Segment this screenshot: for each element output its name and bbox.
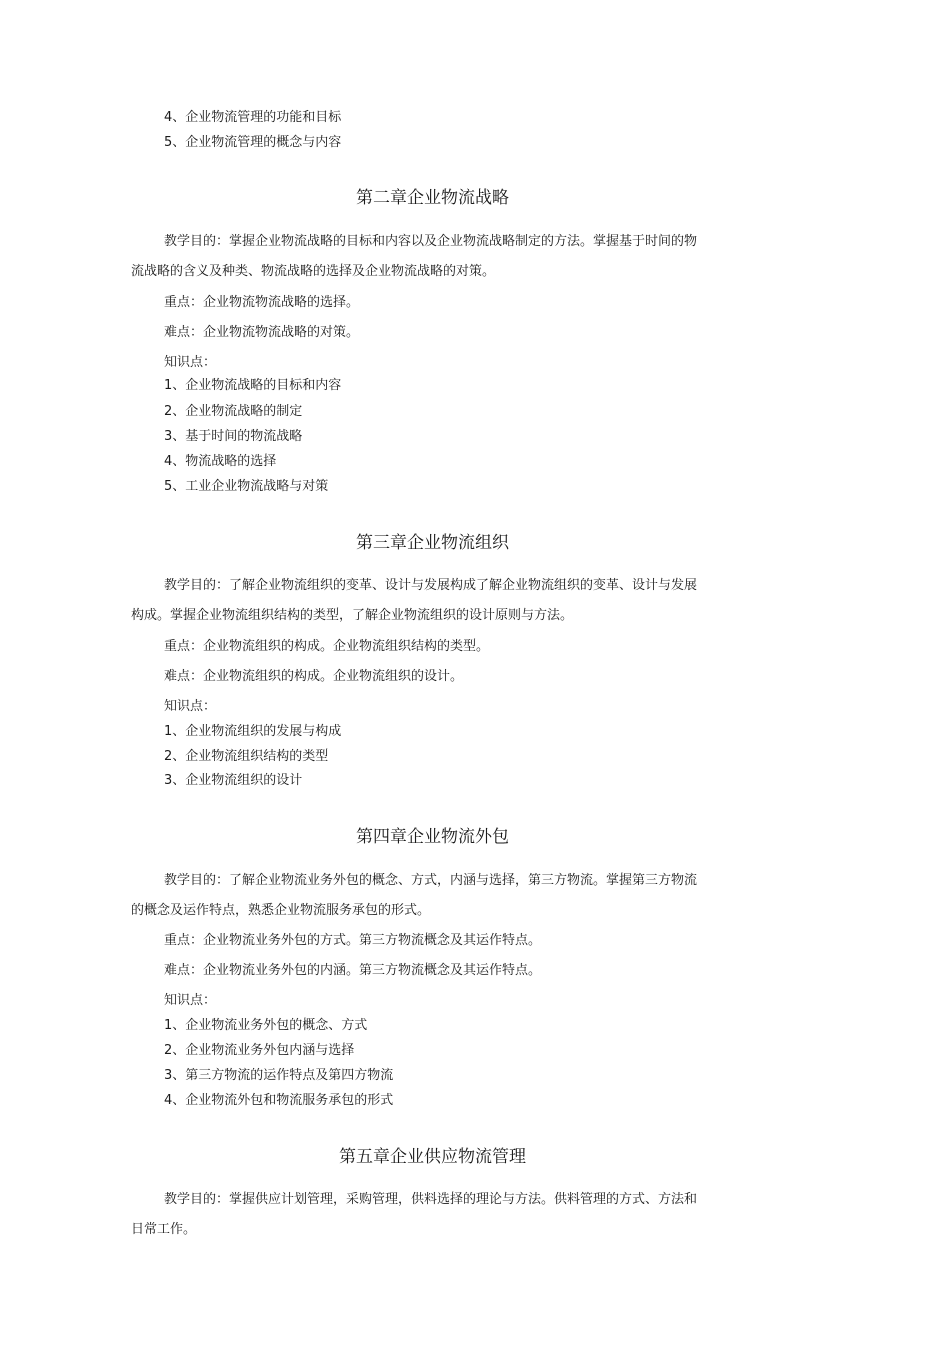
objective-text: 教学目的：掌握企业物流战略的目标和内容以及企业物流战略制定的方法。掌握基于时间的物	[164, 234, 698, 249]
list-item: 1、企业物流组织的发展与构成	[164, 724, 342, 739]
list-item: 1、企业物流业务外包的概念、方式	[164, 1018, 368, 1033]
list-item: 1、企业物流战略的目标和内容	[164, 378, 342, 393]
list-item: 3、企业物流组织的设计	[164, 773, 303, 788]
list-item: 2、企业物流战略的制定	[164, 404, 303, 419]
objective-text: 构成。掌握企业物流组织结构的类型，了解企业物流组织的设计原则与方法。	[131, 608, 574, 623]
chapter-title: 第四章企业物流外包	[356, 827, 509, 847]
chapter-title: 第五章企业供应物流管理	[339, 1147, 526, 1167]
chapter-title: 第三章企业物流组织	[356, 533, 509, 553]
list-item: 5、工业企业物流战略与对策	[164, 479, 329, 494]
chapter-title: 第二章企业物流战略	[356, 188, 509, 208]
objective-text: 流战略的含义及种类、物流战略的选择及企业物流战略的对策。	[131, 264, 496, 279]
list-item: 4、物流战略的选择	[164, 454, 277, 469]
key-point: 重点：企业物流物流战略的选择。	[164, 295, 360, 310]
list-item: 3、第三方物流的运作特点及第四方物流	[164, 1068, 394, 1083]
difficulty: 难点：企业物流物流战略的对策。	[164, 325, 360, 340]
difficulty: 难点：企业物流业务外包的内涵。第三方物流概念及其运作特点。	[164, 963, 542, 978]
objective-text: 教学目的：了解企业物流组织的变革、设计与发展构成了解企业物流组织的变革、设计与发展	[164, 578, 698, 593]
list-item: 5、企业物流管理的概念与内容	[164, 135, 342, 150]
difficulty: 难点：企业物流组织的构成。企业物流组织的设计。	[164, 669, 464, 684]
key-point: 重点：企业物流业务外包的方式。第三方物流概念及其运作特点。	[164, 933, 542, 948]
knowledge-label: 知识点：	[164, 355, 217, 370]
objective-text: 的概念及运作特点，熟悉企业物流服务承包的形式。	[131, 903, 431, 918]
objective-text: 日常工作。	[131, 1222, 197, 1237]
list-item: 2、企业物流组织结构的类型	[164, 749, 329, 764]
list-item: 4、企业物流外包和物流服务承包的形式	[164, 1093, 394, 1108]
list-item: 4、企业物流管理的功能和目标	[164, 110, 342, 125]
objective-text: 教学目的：了解企业物流业务外包的概念、方式，内涵与选择，第三方物流。掌握第三方物流	[164, 873, 698, 888]
objective-text: 教学目的：掌握供应计划管理，采购管理，供料选择的理论与方法。供料管理的方式、方法和	[164, 1192, 698, 1207]
list-item: 3、基于时间的物流战略	[164, 429, 303, 444]
knowledge-label: 知识点：	[164, 993, 217, 1008]
list-item: 2、企业物流业务外包内涵与选择	[164, 1043, 355, 1058]
key-point: 重点：企业物流组织的构成。企业物流组织结构的类型。	[164, 639, 490, 654]
knowledge-label: 知识点：	[164, 699, 217, 714]
